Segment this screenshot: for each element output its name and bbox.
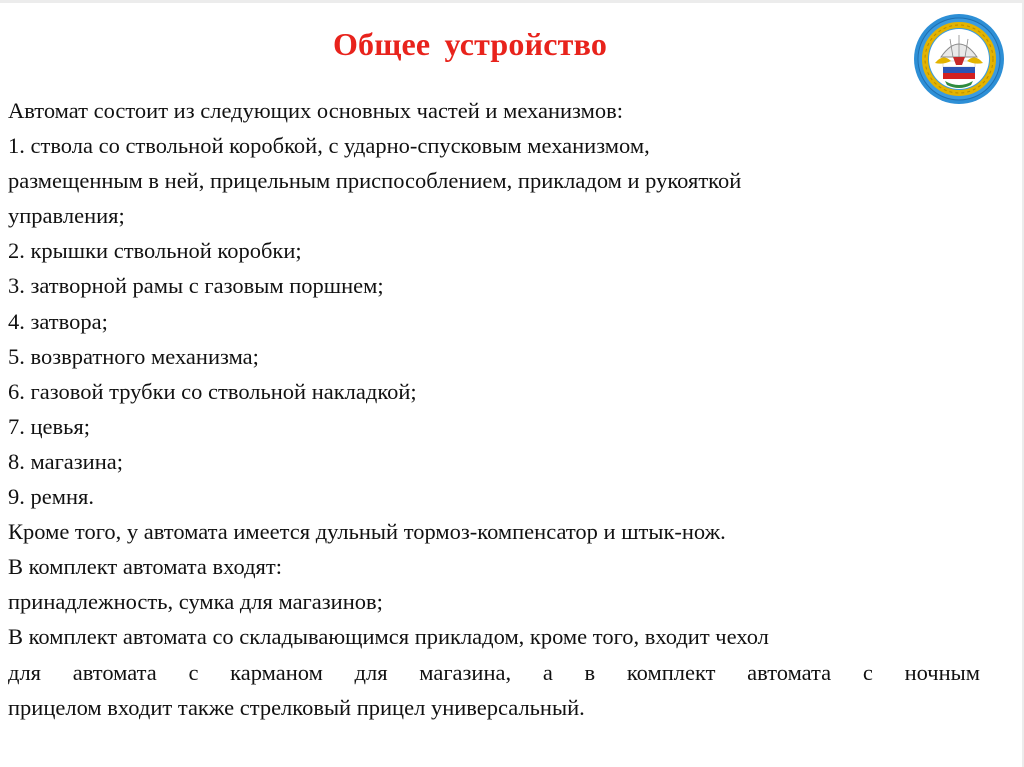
slide-top-border — [0, 0, 1024, 3]
text-line: для автомата с карманом для магазина, а в комплект автомата с ночным — [8, 659, 980, 685]
text-line: размещенным в ней, прицельным приспособлением, прикладом и рукояткой — [8, 168, 742, 194]
list-item: 6. газовой трубки со ствольной накладкой; — [8, 378, 417, 404]
list-item: 4. затвора; — [8, 308, 108, 334]
list-item: 8. магазина; — [8, 448, 123, 474]
military-emblem-icon — [913, 13, 1005, 105]
text-line: прицелом входит также стрелковый прицел универсальный. — [8, 694, 585, 720]
text-line: В комплект автомата со складывающимся прикладом, кроме того, входит чехол — [8, 624, 769, 650]
list-item: 3. затворной рамы с газовым поршнем; — [8, 273, 384, 299]
text-line: В комплект автомата входят: — [8, 554, 282, 580]
text-line: принадлежность, сумка для магазинов; — [8, 589, 383, 615]
list-item: 7. цевья; — [8, 413, 91, 439]
text-line: Кроме того, у автомата имеется дульный тормоз-компенсатор и штык-нож. — [8, 519, 726, 545]
text-line: управления; — [8, 203, 125, 229]
text-line: Автомат состоит из следующих основных частей и механизмов: — [8, 98, 623, 123]
list-item: 9. ремня. — [8, 484, 94, 510]
list-item: 2. крышки ствольной коробки; — [8, 238, 302, 264]
text-line: 1. ствола со ствольной коробкой, с ударно-спусковым механизмом, — [8, 133, 650, 159]
list-item: 5. возвратного механизма; — [8, 343, 259, 369]
slide-title: Общее устройство — [332, 26, 608, 62]
slide-body-text — [8, 93, 980, 725]
